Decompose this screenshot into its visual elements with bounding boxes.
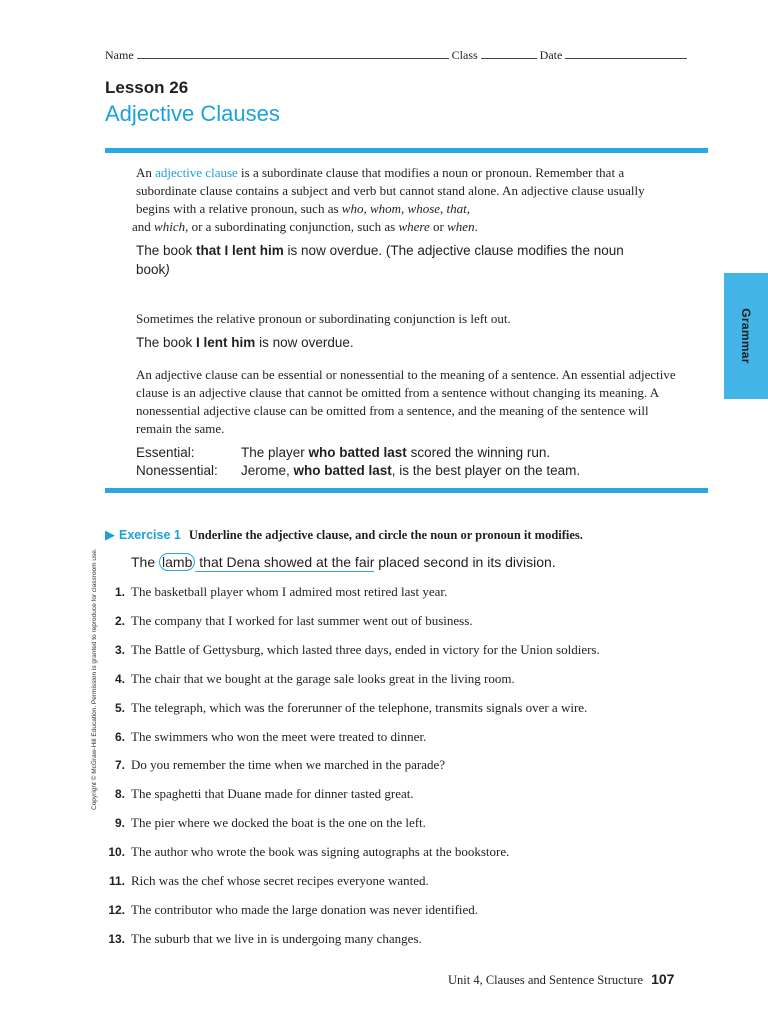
nonessential-example: Nonessential: Jerome, who batted last, is the best player on the team. [136,463,581,478]
exercise-item [100,931,700,947]
item-sentence[interactable]: The basketball player whom I admired most retired last year. [131,584,448,599]
page-number: 107 [651,971,675,987]
item-number: 8. [114,787,125,802]
exercise-item [100,786,700,802]
exercise-item [100,642,700,658]
item-sentence[interactable]: The author who wrote the book was signing autographs at the bookstore. [131,844,510,860]
class-blank[interactable] [481,48,537,59]
class-label: Class [451,48,478,62]
exercise-item [100,700,700,716]
exercise-item [100,584,700,600]
item-number: 10. [108,845,125,860]
item-number: 4. [114,671,125,686]
exercise-example: The lamb that Dena showed at the fair placed second in its division. [131,554,556,570]
lesson-number: Lesson 26 [105,78,189,97]
exercise-item [100,844,700,860]
item-sentence[interactable]: Do you remember the time when we marched in the parade? [131,757,446,773]
item-number: 5. [114,700,125,715]
name-label: Name [105,48,134,62]
essential-example: Essential: The player who batted last scored the winning run. [136,445,551,460]
underlined-clause: that Dena showed at the fair [195,554,375,570]
lesson-title: Adjective Clauses [105,101,280,126]
item-sentence[interactable]: Rich was the chef whose secret recipes everyone wanted. [131,873,429,888]
intro-example-1: The book that I lent him is now overdue. (The adjective clause modifies the noun book) [136,243,624,277]
intro-paragraph-3: An adjective clause can be essential or nonessential to the meaning of a sentence. An essential adjective clause is an adjective clause that cannot be omitted from a sentence without changing its meaning. A nonessential adjective clause can be omitted from a sentence, and the meaning of the sentence will remain the same. [136,367,676,436]
exercise-item [100,873,700,889]
header-fields [105,48,708,63]
item-number: 3. [114,642,125,657]
top-divider [105,148,708,153]
footer-unit: Unit 4, Clauses and Sentence Structure [448,973,644,987]
exercise-item [100,757,700,773]
item-number: 2. [114,613,125,628]
item-sentence[interactable]: The Battle of Gettysburg, which lasted three days, ended in victory for the Union soldiers. [131,641,600,657]
exercise-heading [105,527,583,543]
item-sentence[interactable]: The telegraph, which was the forerunner of the telephone, transmits signals over a wire. [131,699,588,715]
item-number: 1. [114,585,125,599]
item-sentence[interactable]: The suburb that we live in is undergoing many changes. [131,930,422,946]
exercise-item [100,815,700,831]
exercise-item [100,613,700,629]
nonessential-label: Nonessential: [136,463,218,478]
exercise-arrow-icon: ▶ [105,528,115,543]
name-blank[interactable] [137,48,449,59]
exercise-item [100,671,700,687]
intro-paragraph-2: Sometimes the relative pronoun or subordinating conjunction is left out. [136,311,511,326]
intro-paragraph-1: An adjective clause is a subordinate clause that modifies a noun or pronoun. Remember that a subordinate clause contains a subject and verb but cannot stand alone. An adjective clause usually begins with a relative pronoun, such as who, whom, whose, that, and which, or a subordinating conjunction, such as where or when. [132,165,645,234]
key-term: adjective clause [155,165,238,180]
item-number: 13. [108,931,125,946]
intro-example-2: The book I lent him is now overdue. [136,335,354,350]
item-number: 6. [114,729,125,744]
page-footer [448,971,708,988]
item-sentence[interactable]: The spaghetti that Duane made for dinner tasted great. [131,786,414,802]
item-number: 11. [108,874,125,888]
grammar-section-tab [724,273,768,399]
item-number: 9. [114,816,125,831]
item-sentence[interactable]: The swimmers who won the meet were treated to dinner. [131,728,427,744]
exercise-item [100,902,700,918]
item-number: 12. [108,902,125,917]
copyright-notice: Copyright © McGraw-Hill Education. Permission is granted to reproduce for classroom use. [91,548,98,810]
grammar-tab-label: Grammar [739,308,753,364]
date-blank[interactable] [565,48,687,59]
item-sentence[interactable]: The contributor who made the large donation was never identified. [131,901,479,917]
item-number: 7. [114,758,125,773]
date-label: Date [539,48,563,62]
essential-label: Essential: [136,445,195,460]
exercise-label: Exercise 1 [118,528,181,542]
circled-noun: lamb [159,553,195,571]
item-sentence[interactable]: The company that I worked for last summer went out of business. [131,612,473,628]
exercise-instruction: Underline the adjective clause, and circle the noun or pronoun it modifies. [188,528,583,542]
item-sentence[interactable]: The pier where we docked the boat is the one on the left. [131,815,426,831]
bottom-divider [105,488,708,493]
item-sentence[interactable]: The chair that we bought at the garage sale looks great in the living room. [131,670,515,686]
exercise-item [100,729,700,745]
